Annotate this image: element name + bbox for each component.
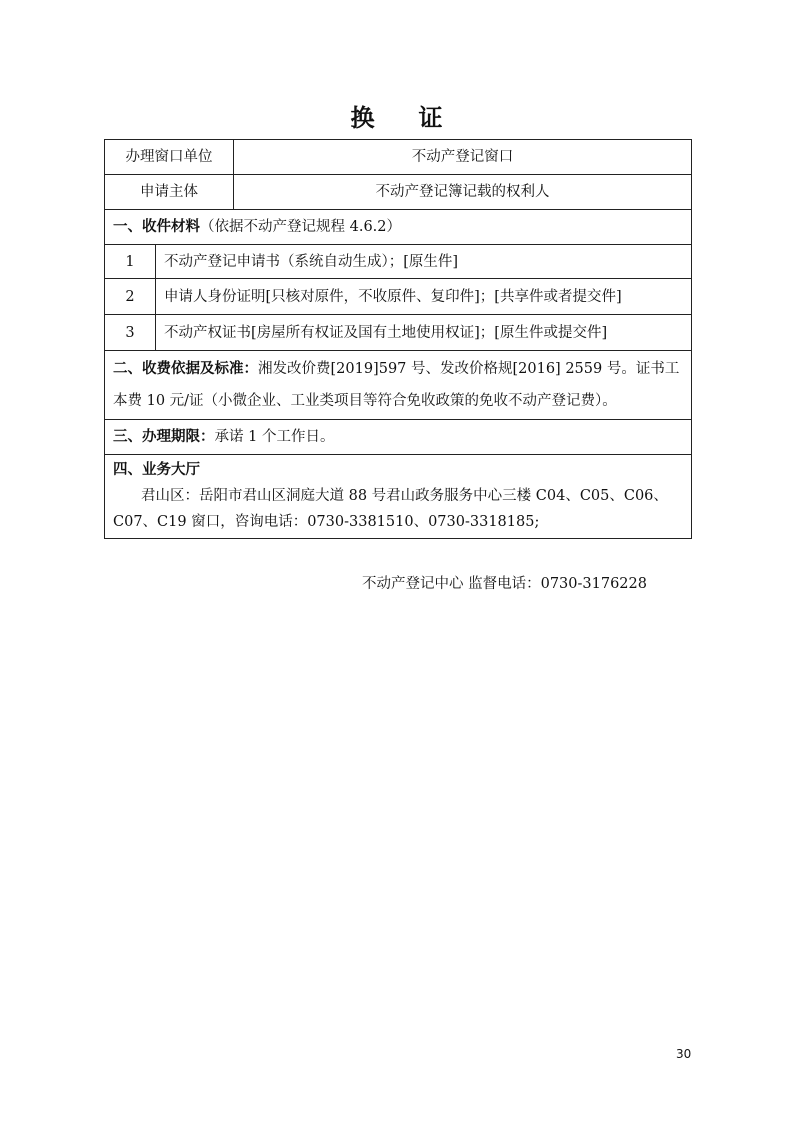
- hall-cell: [105, 455, 692, 539]
- material-number: 3: [105, 315, 156, 351]
- page-number: 30: [676, 1047, 692, 1061]
- materials-header-row: [105, 210, 692, 245]
- period-cell: [105, 420, 692, 455]
- info-row-window: [105, 140, 692, 175]
- period-row: [105, 420, 692, 455]
- info-row-applicant: [105, 175, 692, 210]
- material-text: 不动产权证书[房屋所有权证及国有土地使用权证]；[原生件或提交件]: [156, 315, 692, 351]
- material-row: [105, 279, 692, 315]
- material-text: 申请人身份证明[只核对原件，不收原件、复印件]；[共享件或者提交件]: [156, 279, 692, 315]
- period-text: 承诺 1 个工作日。: [214, 429, 335, 445]
- supervision-footer: 不动产登记中心 监督电话：0730-3176228: [362, 576, 647, 592]
- material-number: 1: [105, 245, 156, 279]
- material-text: 不动产登记申请书（系统自动生成）；[原生件]: [156, 245, 692, 279]
- service-table: [104, 139, 692, 539]
- fees-cell: [105, 351, 692, 420]
- materials-note: （依据不动产登记规程 4.6.2）: [200, 219, 402, 235]
- materials-heading: 一、收件材料: [113, 219, 200, 235]
- material-row: [105, 315, 692, 351]
- material-row: [105, 245, 692, 279]
- fees-heading: 二、收费依据及标准：: [113, 361, 258, 377]
- materials-header: [105, 210, 692, 245]
- material-number: 2: [105, 279, 156, 315]
- info-label-applicant: 申请主体: [105, 175, 234, 210]
- fees-row: [105, 351, 692, 420]
- period-heading: 三、办理期限：: [113, 429, 215, 445]
- fees-text: 湘发改价费[2019]597 号、发改价格规[2016] 2559 号。证书工本费 10 元/证（小微企业、工业类项目等符合免收政策的免收不动产登记费）。: [113, 361, 680, 409]
- page-title: 换证: [350, 104, 487, 132]
- hall-text: 君山区：岳阳市君山区洞庭大道 88 号君山政务服务中心三楼 C04、C05、C06、C07、C19 窗口，咨询电话：0730-3381510、0730-3318185;: [113, 488, 668, 530]
- hall-row: [105, 455, 692, 539]
- info-label-window: 办理窗口单位: [105, 140, 234, 175]
- info-value-applicant: 不动产登记簿记载的权利人: [234, 175, 692, 210]
- info-value-window: 不动产登记窗口: [234, 140, 692, 175]
- hall-heading: 四、业务大厅: [113, 462, 200, 478]
